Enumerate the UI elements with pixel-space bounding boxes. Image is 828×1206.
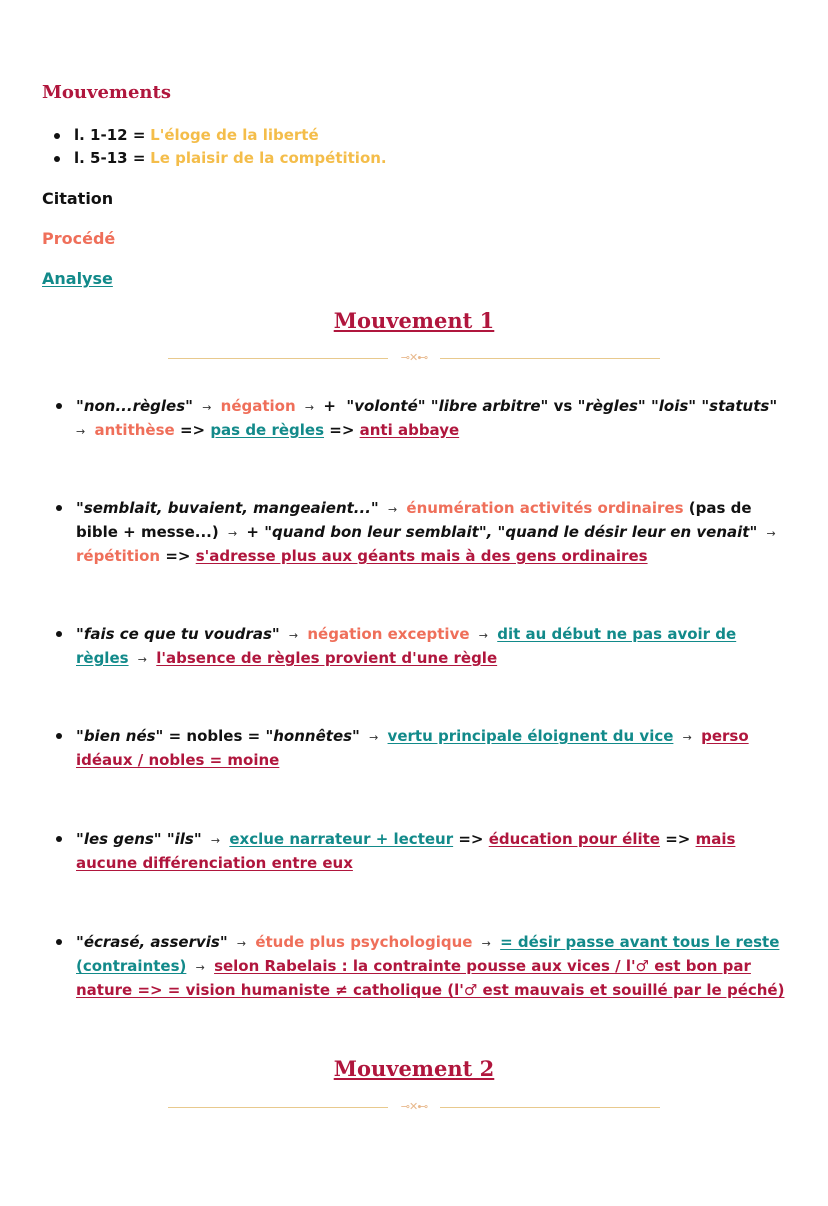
analyse: dit au début ne pas avoir de règles: [76, 625, 737, 667]
equals: =: [247, 727, 261, 745]
arrow-icon: →: [481, 937, 491, 950]
analysis-item-6: [56, 931, 792, 1002]
ornament-icon: ⊸✕⊷: [400, 1100, 428, 1113]
bullet-icon: [56, 403, 62, 409]
arrow-icon: →: [202, 401, 212, 414]
arrow-icon: →: [304, 401, 315, 414]
analysis-item-1: [56, 395, 792, 443]
analyse: s'adresse plus aux géants mais à des gens ordinaires: [195, 547, 648, 565]
legend-title: Mouvements: [42, 82, 171, 103]
bullet-icon: [56, 733, 62, 739]
analysis-item-2: [56, 497, 792, 568]
citation: "bien nés": [76, 727, 164, 745]
arrow-icon: →: [288, 629, 299, 642]
note: (pas de bible + messe...): [76, 499, 752, 541]
versus: vs: [553, 397, 573, 415]
citation: "règles" "lois" "statuts": [577, 397, 778, 415]
section-divider: [168, 1101, 660, 1113]
citation: "semblait, buvaient, mangeaient...": [76, 499, 379, 517]
analyse: l'absence de règles provient d'une règle: [156, 649, 498, 667]
citation: "honnêtes": [265, 727, 360, 745]
bullet-icon: [56, 631, 62, 637]
movement-range: l. 5-13 =: [74, 149, 146, 167]
analyse: exclue narrateur + lecteur: [229, 830, 454, 848]
plus-sign: +: [323, 397, 336, 415]
arrow-icon: →: [236, 937, 247, 950]
movement-label: L'éloge de la liberté: [150, 126, 319, 144]
procede: étude plus psychologique: [255, 933, 473, 951]
analysis-item-4: [56, 725, 792, 772]
citation: "écrasé, asservis": [76, 933, 228, 951]
ornament-icon: ⊸✕⊷: [400, 351, 428, 364]
citation: "quand bon leur semblait", "quand le désir leur en venait": [264, 523, 758, 541]
movement-range: l. 1-12 =: [74, 126, 146, 144]
key-procede: Procédé: [42, 229, 116, 248]
citation: "non...règles": [76, 397, 193, 415]
procede: antithèse: [94, 421, 175, 439]
arrow-icon: →: [369, 731, 379, 744]
analyse: perso idéaux / nobles = moine: [76, 727, 749, 769]
arrow-icon: →: [387, 503, 398, 516]
arrow-icon: →: [682, 731, 692, 744]
bullet-icon: [56, 939, 62, 945]
procede: énumération activités ordinaires: [406, 499, 684, 517]
analyse: éducation pour élite: [488, 830, 660, 848]
equals: =: [168, 727, 182, 745]
implies: =>: [179, 421, 206, 439]
procede: répétition: [76, 547, 161, 565]
implies: =>: [329, 421, 355, 439]
arrow-icon: →: [195, 961, 205, 974]
arrow-icon: →: [76, 425, 86, 438]
implies: =>: [458, 830, 484, 848]
citation: "les gens" "ils": [76, 830, 202, 848]
procede: négation: [220, 397, 296, 415]
arrow-icon: →: [137, 653, 148, 666]
section-divider: [168, 352, 660, 364]
movement-item: [54, 124, 387, 147]
analyse: mais aucune différenciation entre eux: [76, 830, 736, 872]
arrow-icon: →: [210, 834, 221, 847]
analyse: selon Rabelais : la contrainte pousse aux vices / l'♂ est bon par nature => = vision humaniste ≠ catholique (l'♂ est mauvais et souillé par le péché): [76, 957, 785, 999]
analyse: vertu principale éloignent du vice: [387, 727, 674, 745]
note: nobles: [186, 727, 243, 745]
citation: "fais ce que tu voudras": [76, 625, 280, 643]
analyse: pas de règles: [210, 421, 325, 439]
analysis-item-3: [56, 623, 792, 671]
arrow-icon: →: [766, 527, 776, 540]
arrow-icon: →: [478, 629, 488, 642]
analyse: = désir passe avant tous le reste (contraintes): [76, 933, 780, 975]
implies: =>: [165, 547, 191, 565]
movement-item: [54, 147, 387, 170]
analyse: anti abbaye: [359, 421, 460, 439]
bullet-icon: [56, 836, 62, 842]
analysis-item-5: [56, 828, 792, 875]
section-title-mouvement-1: Mouvement 1: [333, 308, 495, 333]
implies: =>: [665, 830, 691, 848]
key-analyse: Analyse: [42, 269, 113, 288]
bullet-icon: [56, 505, 62, 511]
plus-sign: +: [246, 523, 259, 541]
key-citation: Citation: [42, 189, 114, 208]
procede: négation exceptive: [307, 625, 470, 643]
movements-list: [54, 124, 387, 170]
movement-label: Le plaisir de la compétition.: [150, 149, 387, 167]
section-title-mouvement-2: Mouvement 2: [333, 1056, 495, 1081]
arrow-icon: →: [227, 527, 238, 540]
citation: "volonté" "libre arbitre": [346, 397, 549, 415]
